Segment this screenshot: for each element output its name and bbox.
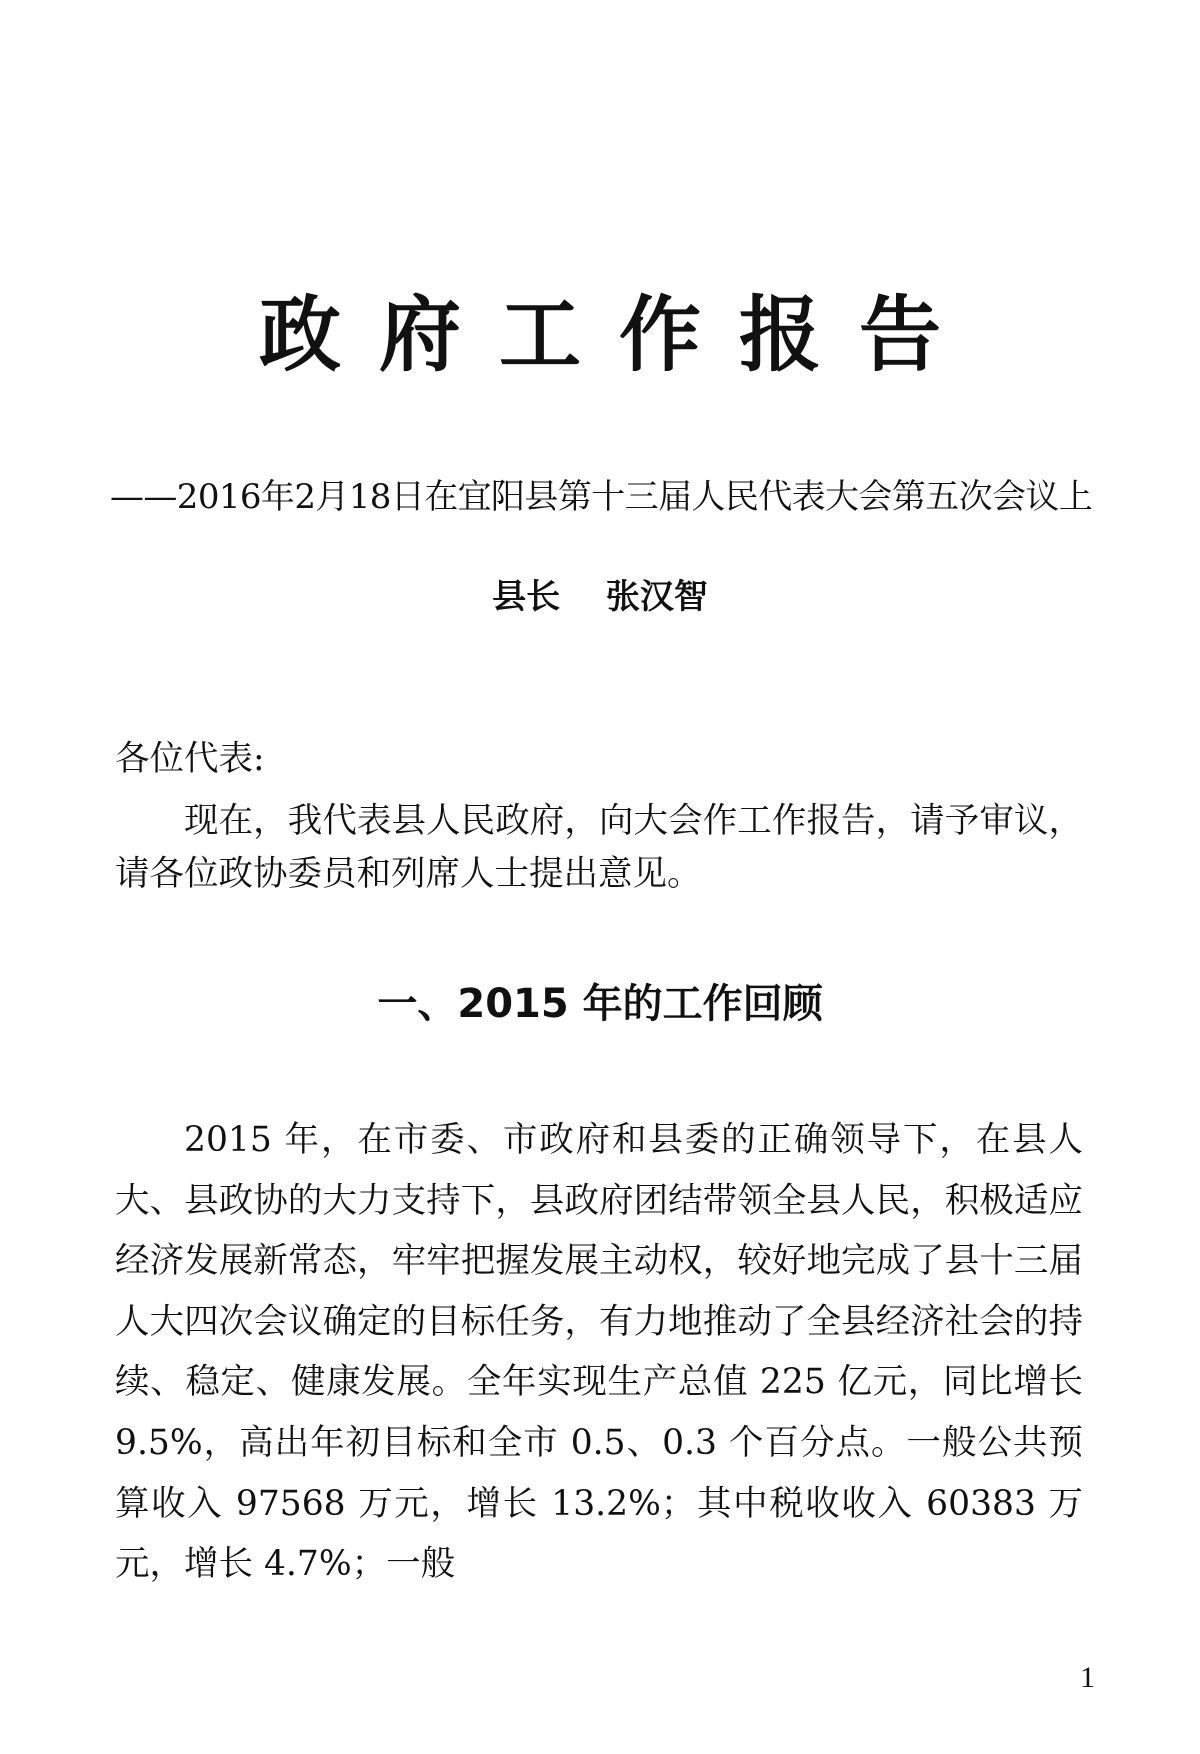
document-title: 政府工作报告 [258, 287, 979, 383]
body-paragraph: 2015 年，在市委、市政府和县委的正确领导下，在县人大、县政协的大力支持下，县政府团结带领全县人民，积极适应经济发展新常态，牢牢把握发展主动权，较好地完成了县十三届人大四次会议确定的目标任务，有力地推动了全县经济社会的持续、稳定、健康发展。全年实现生产总值 225 亿元，同比增长 9.5%，高出年初目标和全市 0.5、0.3 个百分点。一般公共预算收入 97568 万元，增长 13.2%；其中税收收入 60383 万元，增长 4.7%；一般 [115, 1120, 1083, 1585]
salutation: 各位代表: [115, 739, 265, 779]
document-subtitle: ——2016年2月18日在宜阳县第十三届人民代表大会第五次会议上 [110, 477, 1093, 517]
intro-paragraph: 现在，我代表县人民政府，向大会作工作报告，请予审议，请各位政协委员和列席人士提出意见。 [115, 801, 1083, 894]
author-line: 县长 张汉智 [492, 577, 708, 617]
section-heading: 一、2015 年的工作回顾 [377, 981, 823, 1027]
page-number: 1 [1080, 1661, 1095, 1694]
